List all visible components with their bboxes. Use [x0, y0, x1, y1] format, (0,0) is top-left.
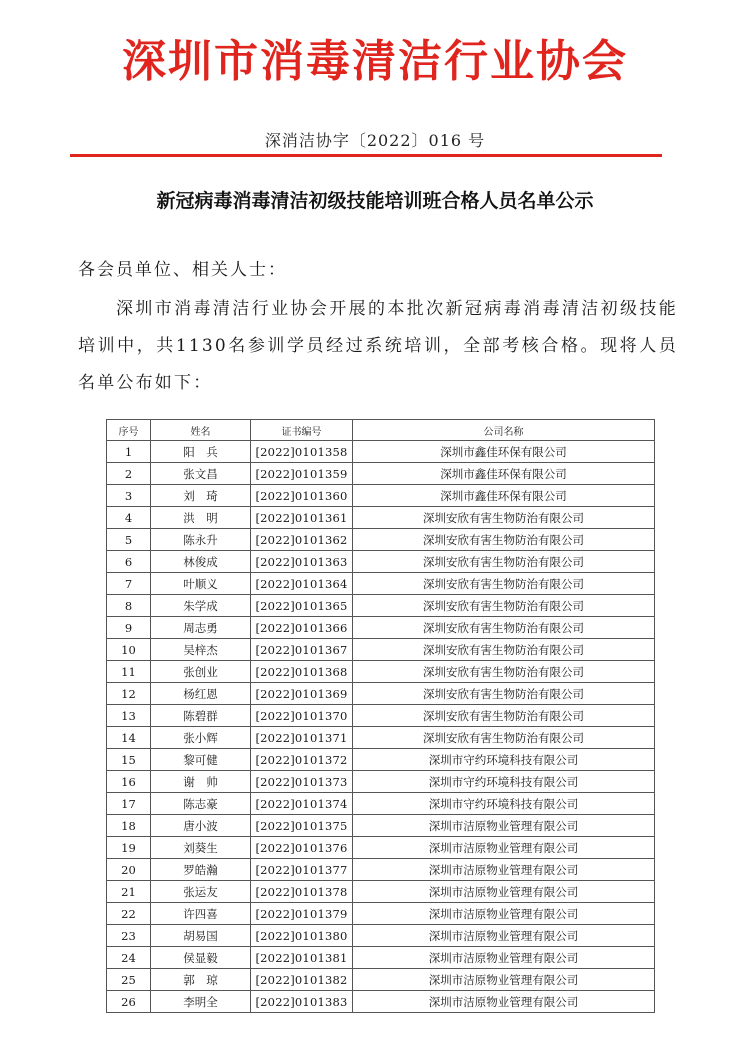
certificate-number: [2022]0101374 — [251, 793, 353, 815]
table-row — [107, 507, 655, 529]
certificate-number: [2022]0101382 — [251, 969, 353, 991]
company-name: 深圳市洁原物业管理有限公司 — [353, 859, 655, 881]
row-index: 3 — [107, 485, 151, 507]
company-name: 深圳市洁原物业管理有限公司 — [353, 925, 655, 947]
table-row — [107, 441, 655, 463]
body-paragraph: 深圳市消毒清洁行业协会开展的本批次新冠病毒消毒清洁初级技能培训中，共1130名参训学员经过系统培训，全部考核合格。现将人员名单公布如下： — [78, 299, 678, 393]
person-name: 李明全 — [151, 991, 251, 1013]
person-name: 阳 兵 — [151, 441, 251, 463]
company-name: 深圳安欣有害生物防治有限公司 — [353, 507, 655, 529]
table-row — [107, 661, 655, 683]
table-row — [107, 815, 655, 837]
certificate-number: [2022]0101370 — [251, 705, 353, 727]
table-row — [107, 573, 655, 595]
company-name: 深圳市鑫佳环保有限公司 — [353, 485, 655, 507]
row-index: 21 — [107, 881, 151, 903]
roster-table — [106, 419, 655, 1013]
certificate-number: [2022]0101380 — [251, 925, 353, 947]
certificate-number: [2022]0101377 — [251, 859, 353, 881]
company-name: 深圳安欣有害生物防治有限公司 — [353, 617, 655, 639]
person-name: 林俊成 — [151, 551, 251, 573]
person-name: 罗皓瀚 — [151, 859, 251, 881]
row-index: 17 — [107, 793, 151, 815]
person-name: 郭 琼 — [151, 969, 251, 991]
certificate-number: [2022]0101362 — [251, 529, 353, 551]
row-index: 16 — [107, 771, 151, 793]
certificate-number: [2022]0101378 — [251, 881, 353, 903]
person-name: 张运友 — [151, 881, 251, 903]
row-index: 24 — [107, 947, 151, 969]
person-name: 张文昌 — [151, 463, 251, 485]
header-certificate: 证书编号 — [251, 420, 353, 441]
table-header-row — [107, 420, 655, 441]
table-row — [107, 727, 655, 749]
certificate-number: [2022]0101375 — [251, 815, 353, 837]
certificate-number: [2022]0101365 — [251, 595, 353, 617]
certificate-number: [2022]0101367 — [251, 639, 353, 661]
certificate-number: [2022]0101371 — [251, 727, 353, 749]
company-name: 深圳市洁原物业管理有限公司 — [353, 881, 655, 903]
certificate-number: [2022]0101376 — [251, 837, 353, 859]
company-name: 深圳市守约环境科技有限公司 — [353, 749, 655, 771]
person-name: 谢 帅 — [151, 771, 251, 793]
certificate-number: [2022]0101361 — [251, 507, 353, 529]
row-index: 7 — [107, 573, 151, 595]
company-name: 深圳安欣有害生物防治有限公司 — [353, 529, 655, 551]
table-row — [107, 749, 655, 771]
row-index: 25 — [107, 969, 151, 991]
certificate-number: [2022]0101381 — [251, 947, 353, 969]
row-index: 4 — [107, 507, 151, 529]
certificate-number: [2022]0101358 — [251, 441, 353, 463]
row-index: 8 — [107, 595, 151, 617]
certificate-number: [2022]0101368 — [251, 661, 353, 683]
company-name: 深圳安欣有害生物防治有限公司 — [353, 683, 655, 705]
table-row — [107, 771, 655, 793]
person-name: 陈志豪 — [151, 793, 251, 815]
person-name: 吴梓杰 — [151, 639, 251, 661]
row-index: 12 — [107, 683, 151, 705]
row-index: 18 — [107, 815, 151, 837]
header-company: 公司名称 — [353, 420, 655, 441]
person-name: 陈永升 — [151, 529, 251, 551]
certificate-number: [2022]0101379 — [251, 903, 353, 925]
company-name: 深圳市鑫佳环保有限公司 — [353, 441, 655, 463]
row-index: 15 — [107, 749, 151, 771]
person-name: 刘 琦 — [151, 485, 251, 507]
table-body — [107, 441, 655, 1013]
row-index: 11 — [107, 661, 151, 683]
person-name: 黎可健 — [151, 749, 251, 771]
row-index: 10 — [107, 639, 151, 661]
company-name: 深圳安欣有害生物防治有限公司 — [353, 595, 655, 617]
certificate-number: [2022]0101372 — [251, 749, 353, 771]
table-row — [107, 793, 655, 815]
company-name: 深圳市鑫佳环保有限公司 — [353, 463, 655, 485]
person-name: 叶顺义 — [151, 573, 251, 595]
organization-header: 深圳市消毒清洁行业协会 — [122, 36, 628, 87]
person-name: 胡易国 — [151, 925, 251, 947]
table-row — [107, 903, 655, 925]
certificate-number: [2022]0101366 — [251, 617, 353, 639]
certificate-number: [2022]0101360 — [251, 485, 353, 507]
document-number: 深消洁协字〔2022〕016 号 — [264, 131, 486, 150]
company-name: 深圳市洁原物业管理有限公司 — [353, 969, 655, 991]
person-name: 洪 明 — [151, 507, 251, 529]
row-index: 5 — [107, 529, 151, 551]
header-name: 姓名 — [151, 420, 251, 441]
company-name: 深圳市洁原物业管理有限公司 — [353, 815, 655, 837]
red-divider — [70, 154, 662, 157]
company-name: 深圳市洁原物业管理有限公司 — [353, 947, 655, 969]
row-index: 2 — [107, 463, 151, 485]
table-row — [107, 595, 655, 617]
company-name: 深圳市洁原物业管理有限公司 — [353, 903, 655, 925]
table-row — [107, 683, 655, 705]
company-name: 深圳安欣有害生物防治有限公司 — [353, 551, 655, 573]
person-name: 陈碧群 — [151, 705, 251, 727]
row-index: 26 — [107, 991, 151, 1013]
table-row — [107, 947, 655, 969]
person-name: 张小辉 — [151, 727, 251, 749]
company-name: 深圳安欣有害生物防治有限公司 — [353, 573, 655, 595]
row-index: 20 — [107, 859, 151, 881]
certificate-number: [2022]0101383 — [251, 991, 353, 1013]
table-row — [107, 991, 655, 1013]
company-name: 深圳市守约环境科技有限公司 — [353, 771, 655, 793]
salutation: 各会员单位、相关人士： — [78, 260, 287, 280]
table-row — [107, 639, 655, 661]
person-name: 朱学成 — [151, 595, 251, 617]
table-row — [107, 485, 655, 507]
row-index: 19 — [107, 837, 151, 859]
company-name: 深圳市守约环境科技有限公司 — [353, 793, 655, 815]
table-row — [107, 705, 655, 727]
table-row — [107, 837, 655, 859]
company-name: 深圳市洁原物业管理有限公司 — [353, 991, 655, 1013]
company-name: 深圳安欣有害生物防治有限公司 — [353, 639, 655, 661]
company-name: 深圳安欣有害生物防治有限公司 — [353, 661, 655, 683]
header-index: 序号 — [107, 420, 151, 441]
company-name: 深圳安欣有害生物防治有限公司 — [353, 705, 655, 727]
table-row — [107, 617, 655, 639]
table-row — [107, 551, 655, 573]
company-name: 深圳安欣有害生物防治有限公司 — [353, 727, 655, 749]
table-row — [107, 859, 655, 881]
person-name: 张创业 — [151, 661, 251, 683]
certificate-number: [2022]0101359 — [251, 463, 353, 485]
certificate-number: [2022]0101364 — [251, 573, 353, 595]
row-index: 22 — [107, 903, 151, 925]
person-name: 唐小波 — [151, 815, 251, 837]
row-index: 1 — [107, 441, 151, 463]
row-index: 13 — [107, 705, 151, 727]
person-name: 许四喜 — [151, 903, 251, 925]
person-name: 周志勇 — [151, 617, 251, 639]
document-title: 新冠病毒消毒清洁初级技能培训班合格人员名单公示 — [156, 190, 594, 212]
row-index: 23 — [107, 925, 151, 947]
table-row — [107, 529, 655, 551]
table-row — [107, 881, 655, 903]
certificate-number: [2022]0101363 — [251, 551, 353, 573]
certificate-number: [2022]0101369 — [251, 683, 353, 705]
table-row — [107, 925, 655, 947]
person-name: 杨红恩 — [151, 683, 251, 705]
certificate-number: [2022]0101373 — [251, 771, 353, 793]
company-name: 深圳市洁原物业管理有限公司 — [353, 837, 655, 859]
person-name: 侯显毅 — [151, 947, 251, 969]
table-row — [107, 969, 655, 991]
table-row — [107, 463, 655, 485]
row-index: 14 — [107, 727, 151, 749]
person-name: 刘葵生 — [151, 837, 251, 859]
row-index: 9 — [107, 617, 151, 639]
row-index: 6 — [107, 551, 151, 573]
